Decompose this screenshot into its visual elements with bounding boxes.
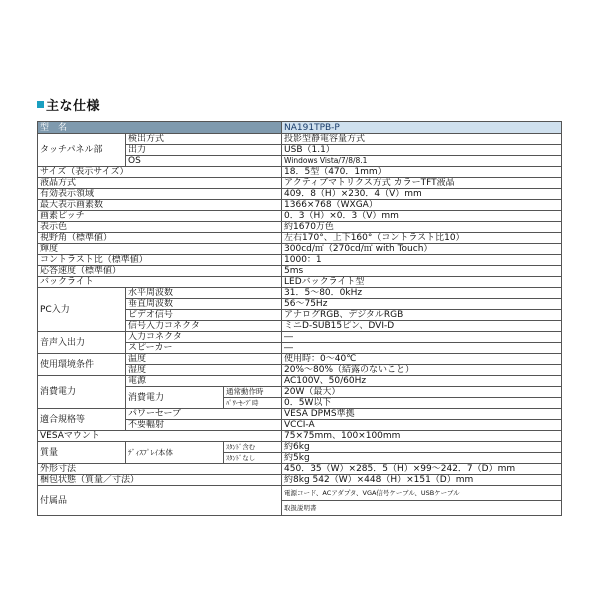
table-row [38, 475, 562, 486]
row-value: ミニD-SUB15ピン、DVI-D [282, 321, 562, 332]
row-label: 不要輻射 [126, 420, 282, 431]
row-label: 入力コネクタ [126, 332, 282, 343]
row-value: 0．3（H）×0．3（V）mm [282, 211, 562, 222]
row-label: パワーセーブ [126, 409, 282, 420]
table-header-row [38, 122, 562, 134]
row-value: Windows Vista/7/8/8.1 [282, 156, 562, 167]
table-row [38, 189, 562, 200]
row-label: 梱包状態（質量／寸法） [38, 475, 282, 486]
power-label: 消費電力 [38, 376, 126, 409]
row-label: 湿度 [126, 365, 282, 376]
accessories-line: 電源コード、ACアダプタ、VGA信号ケーブル、USBケーブル [282, 486, 562, 501]
row-label: ｽﾀﾝﾄﾞ含む [224, 442, 282, 453]
row-value: 0．5W以下 [282, 398, 562, 409]
row-value: 約1670万色 [282, 222, 562, 233]
row-value: ― [282, 332, 562, 343]
row-label: 信号入力コネクタ [126, 321, 282, 332]
row-label: 表示色 [38, 222, 282, 233]
standards-label: 適合規格等 [38, 409, 126, 431]
row-value: 左右170°、上下160°（コントラスト比10） [282, 233, 562, 244]
table-row [38, 134, 562, 145]
table-row [38, 255, 562, 266]
table-row [38, 464, 562, 475]
accessories-line: 取扱説明書 [282, 501, 562, 516]
table-row [38, 486, 562, 501]
row-label: 有効表示領域 [38, 189, 282, 200]
touch-panel-label: タッチパネル部 [38, 134, 126, 167]
environment-label: 使用環境条件 [38, 354, 126, 376]
table-row [38, 222, 562, 233]
row-label: 電源 [126, 376, 282, 387]
row-value: 約6kg [282, 442, 562, 453]
row-label: コントラスト比（標準値） [38, 255, 282, 266]
row-value: 18．5型（470．1mm） [282, 167, 562, 178]
table-row [38, 409, 562, 420]
row-value: 20W（最大） [282, 387, 562, 398]
row-label: 出力 [126, 145, 282, 156]
row-value: 約8kg 542（W）×448（H）×151（D）mm [282, 475, 562, 486]
power-sub-label: 消費電力 [126, 387, 224, 409]
row-value: 1366×768（WXGA） [282, 200, 562, 211]
row-label: 視野角（標準値） [38, 233, 282, 244]
row-value: 1000：1 [282, 255, 562, 266]
row-label: 垂直周波数 [126, 299, 282, 310]
mass-sub-label: ﾃﾞｨｽﾌﾟﾚｲ本体 [126, 442, 224, 464]
row-value: 31．5～80．0kHz [282, 288, 562, 299]
section-heading [37, 95, 100, 114]
row-label: サイズ（表示サイズ） [38, 167, 282, 178]
table-row [38, 266, 562, 277]
row-label: VESAマウント [38, 431, 282, 442]
row-label: ビデオ信号 [126, 310, 282, 321]
table-row [38, 233, 562, 244]
row-value: 約5kg [282, 453, 562, 464]
row-value: ― [282, 343, 562, 354]
row-value: AC100V、50/60Hz [282, 376, 562, 387]
row-label: 輝度 [38, 244, 282, 255]
table-row [38, 277, 562, 288]
row-label: ﾊﾟﾜｰｾｰﾌﾞ時 [224, 398, 282, 409]
row-value: 5ms [282, 266, 562, 277]
row-label: スピーカー [126, 343, 282, 354]
table-row [38, 442, 562, 453]
row-label: ｽﾀﾝﾄﾞなし [224, 453, 282, 464]
row-label: 検出方式 [126, 134, 282, 145]
row-label: 通常動作時 [224, 387, 282, 398]
row-label: 水平周波数 [126, 288, 282, 299]
table-row [38, 288, 562, 299]
model-value: NA191TPB-P [282, 122, 562, 134]
row-value: 300cd/㎡（270cd/㎡ with Touch） [282, 244, 562, 255]
model-label: 型 名 [38, 122, 282, 134]
row-value: LEDバックライト型 [282, 277, 562, 288]
section-heading-text: 主な仕様 [46, 99, 101, 114]
row-label: 応答速度（標準値） [38, 266, 282, 277]
row-label: 温度 [126, 354, 282, 365]
audio-label: 音声入出力 [38, 332, 126, 354]
row-value: 56～75Hz [282, 299, 562, 310]
row-label: 最大表示画素数 [38, 200, 282, 211]
row-value: 409．8（H）×230．4（V）mm [282, 189, 562, 200]
table-row [38, 178, 562, 189]
row-value: アクティブマトリクス方式 カラーTFT液晶 [282, 178, 562, 189]
row-value: VESA DPMS準拠 [282, 409, 562, 420]
row-value: 450．35（W）×285．5（H）×99～242．7（D）mm [282, 464, 562, 475]
row-label: 画素ピッチ [38, 211, 282, 222]
row-label: 付属品 [38, 486, 282, 516]
table-row [38, 244, 562, 255]
row-label: 外形寸法 [38, 464, 282, 475]
table-row [38, 376, 562, 387]
row-value: 使用時：0～40℃ [282, 354, 562, 365]
table-row [38, 200, 562, 211]
heading-square-icon [37, 101, 44, 108]
table-row [38, 431, 562, 442]
row-value: 20%～80%（結露のないこと） [282, 365, 562, 376]
table-row [38, 354, 562, 365]
spec-table [37, 121, 562, 516]
table-row [38, 211, 562, 222]
pc-input-label: PC入力 [38, 288, 126, 332]
table-row [38, 332, 562, 343]
row-label: OS [126, 156, 282, 167]
row-label: バックライト [38, 277, 282, 288]
table-row [38, 167, 562, 178]
row-value: VCCI-A [282, 420, 562, 431]
mass-label: 質量 [38, 442, 126, 464]
row-value: 投影型静電容量方式 [282, 134, 562, 145]
row-value: アナログRGB、デジタルRGB [282, 310, 562, 321]
row-value: USB（1.1） [282, 145, 562, 156]
row-label: 液晶方式 [38, 178, 282, 189]
row-value: 75×75mm、100×100mm [282, 431, 562, 442]
